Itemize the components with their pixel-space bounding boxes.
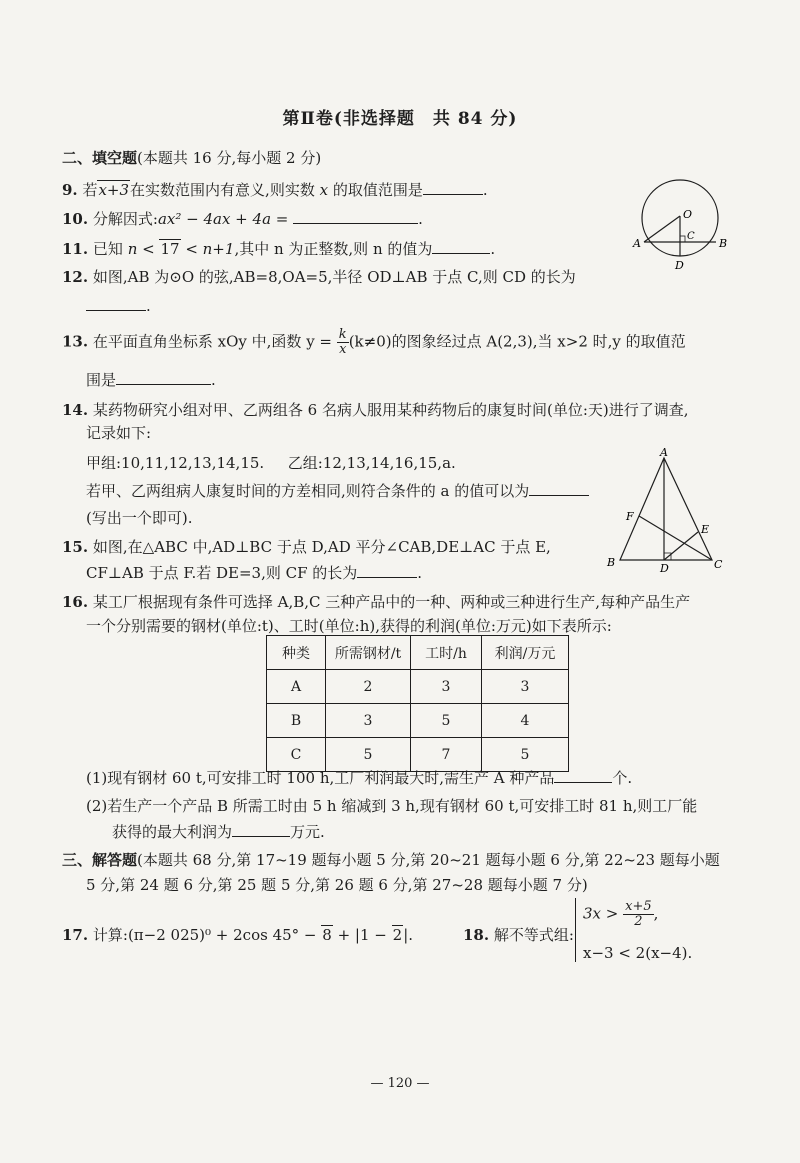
- section-3-note-1: (本题共 68 分,第 17~19 题每小题 5 分,第 20~21 题每小题 6 分,第 22~23 题每小题: [137, 851, 720, 869]
- question-18: [463, 924, 574, 945]
- question-16: [62, 591, 690, 612]
- q14-line-5: (写出一个即可).: [86, 509, 193, 527]
- label-b: B: [607, 556, 616, 569]
- q10-answer-blank[interactable]: [293, 209, 418, 224]
- question-12: [62, 266, 576, 287]
- right-angle-c: [680, 236, 685, 242]
- q17-radical-1: 8: [322, 926, 332, 944]
- q16-sub-2-end: 万元.: [290, 823, 325, 841]
- q17-text: 计算:(π−2 025)⁰ + 2cos 45° −: [92, 926, 322, 944]
- table-cell: 5: [482, 738, 569, 772]
- q9-number: 9.: [62, 181, 78, 199]
- q18-text: 解不等式组:: [493, 926, 574, 944]
- question-15: [62, 536, 551, 557]
- table-cell: 3: [326, 704, 411, 738]
- q18-frac-num: x+5: [625, 899, 652, 914]
- q16-line-1: 某工厂根据现有条件可选择 A,B,C 三种产品中的一种、两种或三种进行生产,每种产品生产: [92, 593, 691, 611]
- q12-answer-line: [86, 296, 151, 315]
- q13-line-2-text: 围是: [86, 371, 117, 389]
- table-cell: 2: [326, 670, 411, 704]
- section-3-note-2: 5 分,第 24 题 6 分,第 25 题 5 分,第 26 题 6 分,第 27~28 题每小题 7 分): [86, 876, 588, 894]
- q9-answer-blank[interactable]: [423, 180, 483, 195]
- label-b: B: [719, 237, 728, 250]
- q12-number: 12.: [62, 268, 89, 286]
- q14-line-1: 某药物研究小组对甲、乙两组各 6 名病人服用某种药物后的康复时间(单位:天)进行了调查,: [92, 401, 689, 419]
- q12-line-1: 如图,AB 为⊙O 的弦,AB=8,OA=5,半径 OD⊥AB 于点 C,则 CD 的长为: [92, 268, 576, 286]
- q13-answer-blank[interactable]: [116, 370, 211, 385]
- table-header-row: [267, 636, 569, 670]
- q15-end: .: [417, 564, 423, 582]
- q17-end: |.: [403, 926, 414, 944]
- segment-de: [664, 532, 698, 560]
- q12-end: .: [146, 297, 151, 315]
- triangle-abc: [620, 458, 712, 560]
- table-header: 所需钢材/t: [326, 636, 411, 670]
- q13-number: 13.: [62, 332, 89, 351]
- q10-number: 10.: [62, 210, 89, 228]
- label-f: F: [626, 510, 634, 523]
- q13-text-a: 在平面直角坐标系 xOy 中,函数 y =: [92, 332, 333, 351]
- q15-answer-blank[interactable]: [357, 563, 417, 578]
- table-cell: B: [267, 704, 326, 738]
- q18-ineq-1-left: 3x >: [583, 904, 619, 923]
- q14-group-b: 乙组:12,13,14,16,15,a.: [287, 454, 456, 472]
- q13-line-2: [86, 369, 216, 390]
- q15-line-2: [86, 562, 422, 583]
- q11-expr-right: < n+1: [180, 240, 235, 258]
- label-e: E: [701, 523, 710, 536]
- q13-end: .: [211, 371, 216, 389]
- table-header: 利润/万元: [482, 636, 569, 670]
- table-cell: 5: [411, 704, 482, 738]
- table-header: 种类: [267, 636, 326, 670]
- q14-line-2: 记录如下:: [86, 424, 152, 442]
- q9-text-a: 若: [82, 181, 98, 199]
- table-cell: 3: [482, 670, 569, 704]
- page-number: — 120 —: [370, 1076, 430, 1091]
- q12-answer-blank[interactable]: [86, 296, 146, 311]
- q11-text: 已知: [92, 240, 123, 258]
- question-17: [62, 924, 413, 945]
- table-header: 工时/h: [411, 636, 482, 670]
- table-row: [267, 670, 569, 704]
- q17-radical-2: 2: [392, 926, 403, 944]
- radius-oa: [644, 216, 680, 242]
- label-d: D: [675, 259, 684, 272]
- page-title: 第Ⅱ卷(非选择题 共 84 分): [282, 109, 518, 129]
- q11-radical: 17: [160, 240, 180, 258]
- q13-frac-den: x: [339, 342, 347, 357]
- q13-frac-num: k: [338, 327, 347, 342]
- q14-group-a: 甲组:10,11,12,13,14,15.: [86, 454, 265, 472]
- label-a: A: [660, 448, 668, 459]
- table-cell: 3: [411, 670, 482, 704]
- label-d: D: [660, 562, 669, 574]
- q16-sub-2-line-1: (2)若生产一个产品 B 所需工时由 5 h 缩减到 3 h,现有钢材 60 t,可安排工时 81 h,则工厂能: [86, 797, 698, 815]
- q9-text-b: 在实数范围内有意义,则实数: [130, 181, 315, 199]
- q15-line-2-text: CF⊥AB 于点 F.若 DE=3,则 CF 的长为: [86, 564, 358, 582]
- q13-text-b: (k≠0)的图象经过点 A(2,3),当 x>2 时,y 的取值范: [348, 332, 686, 351]
- label-c: C: [687, 231, 695, 242]
- section-2-heading: 二、填空题: [62, 149, 138, 167]
- q18-inequality-2: x−3 < 2(x−4).: [583, 944, 693, 962]
- label-a: A: [633, 237, 641, 250]
- section-3-header: [62, 849, 720, 870]
- q16-sub-1-end: 个.: [612, 769, 633, 787]
- section-2-header: [62, 147, 321, 168]
- table-cell: C: [267, 738, 326, 772]
- section-3-heading: 三、解答题: [62, 851, 138, 869]
- q16-sub-2-text: 获得的最大利润为: [112, 823, 233, 841]
- section-2-note: (本题共 16 分,每小题 2 分): [137, 149, 322, 167]
- table-cell: 7: [411, 738, 482, 772]
- q9-var: x: [319, 181, 329, 199]
- q11-answer-blank[interactable]: [432, 239, 490, 254]
- q16-line-2: 一个分别需要的钢材(单位:t)、工时(单位:h),获得的利润(单位:万元)如下表所示:: [86, 617, 612, 635]
- q17-number: 17.: [62, 926, 89, 944]
- product-table: [266, 635, 569, 772]
- q16-sub-2-line-2: [112, 821, 325, 842]
- q14-line-4-text: 若甲、乙两组病人康复时间的方差相同,则符合条件的 a 的值可以为: [86, 482, 530, 500]
- q11-number: 11.: [62, 240, 89, 258]
- q18-number: 18.: [463, 926, 490, 944]
- q14-line-3: [86, 452, 456, 473]
- q11-expr-left: n <: [127, 240, 160, 258]
- table-cell: 4: [482, 704, 569, 738]
- q14-line-4: [86, 480, 589, 501]
- table-row: [267, 704, 569, 738]
- q10-text: 分解因式:: [92, 210, 158, 228]
- q9-radical: x+3: [98, 181, 130, 199]
- label-o: O: [683, 208, 693, 221]
- q14-number: 14.: [62, 401, 89, 419]
- q9-end: .: [482, 181, 488, 199]
- q11-rest: ,其中 n 为正整数,则 n 的值为: [234, 240, 433, 258]
- label-c: C: [714, 558, 723, 571]
- q15-number: 15.: [62, 538, 89, 556]
- q13-fraction: [337, 328, 349, 357]
- q16-sub-1-blank[interactable]: [554, 768, 612, 783]
- question-10: [62, 208, 423, 229]
- q18-frac-den: 2: [634, 914, 643, 929]
- q9-text-d: 的取值范围是: [332, 181, 423, 199]
- circle-figure: [630, 176, 730, 276]
- q18-fraction: [623, 900, 654, 929]
- q15-line-1: 如图,在△ABC 中,AD⊥BC 于点 D,AD 平分∠CAB,DE⊥AC 于点 E,: [92, 538, 551, 556]
- q10-expression: ax² − 4ax + 4a =: [157, 210, 289, 228]
- question-9: [62, 179, 488, 200]
- q10-end: .: [418, 210, 423, 228]
- q16-sub-1-text: (1)现有钢材 60 t,可安排工时 100 h,工厂利润最大时,需生产 A 种产品: [86, 769, 555, 787]
- table-cell: A: [267, 670, 326, 704]
- q11-end: .: [490, 240, 496, 258]
- triangle-figure: [604, 448, 724, 574]
- q14-answer-blank[interactable]: [529, 481, 589, 496]
- q16-sub-2-blank[interactable]: [232, 822, 290, 837]
- table-cell: 5: [326, 738, 411, 772]
- q18-inequality-1: [583, 900, 658, 929]
- q17-mid: + |1 −: [332, 926, 392, 944]
- q16-sub-1: [86, 767, 632, 788]
- question-13: [62, 328, 686, 357]
- question-14: [62, 399, 689, 420]
- q18-ineq-1-end: ,: [653, 904, 659, 923]
- question-11: [62, 238, 495, 259]
- q16-number: 16.: [62, 593, 89, 611]
